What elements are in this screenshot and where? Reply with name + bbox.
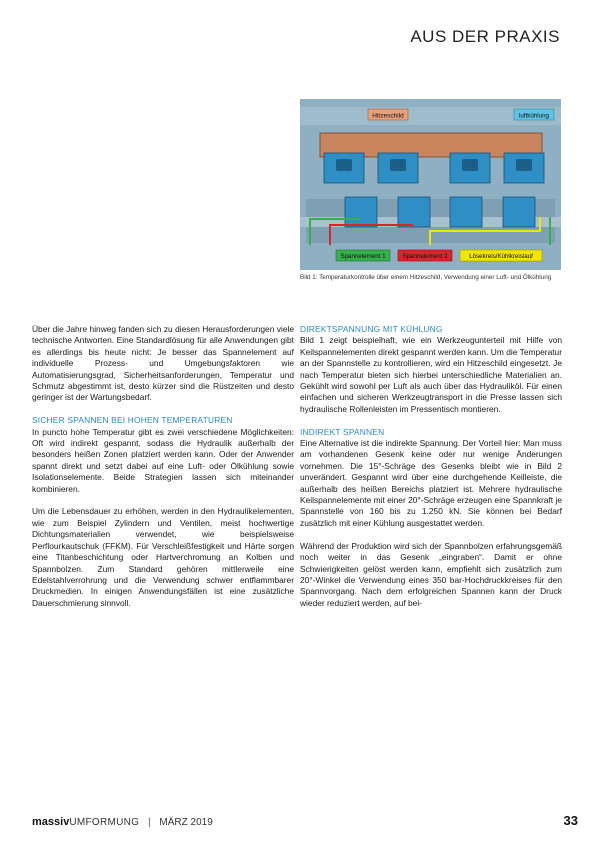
subheading: INDIREKT SPANNEN xyxy=(300,426,385,437)
paragraph: Um die Lebensdauer zu erhöhen, werden in den Hydraulikelementen, wie zum Beispiel Zylindern und Ventilen, meist hochwertige Dichtungsmaterialien verwendet, wie beispielsweise Perflourkautschuk (FFKM). Für Verschleißfestigkeit und Härte sorgen eine Titanbeschichtung oder Hartverchromung an Kolben und Spannbolzen. Zum Standard gehören mittlerweile eine Edelstahlverrohrung und die Verwendung schwer entflammbarer Druckmedien. In einigen Anwendungsfällen ist eine zusätzliche Dauerschmierung sinnvoll. xyxy=(32,506,294,608)
label-spannelement-2: Spannelement 2 xyxy=(402,253,448,260)
label-hitzeschild: Hitzeschild xyxy=(372,112,404,120)
section-title: AUS DER PRAXIS xyxy=(410,27,560,46)
paragraph: Über die Jahre hinweg fanden sich zu diesen Herausforderungen viele technische Antworten. Eine Standardlösung für alle Anwendungen gibt es allerdings bis heute nicht: Je besser das Spannelement auf individuelle Prozess- und Umgebungsfaktoren wie Automatisierungsgrad, Sicherheitsanforderungen, Temperatur und Schmutz abgestimmt ist, desto kürzer sind die Rüstzeiten und desto geringer ist der Wartungsbedarf. xyxy=(32,324,294,403)
brand-umformung: UMFORMUNG xyxy=(69,817,140,828)
label-spannelement-1: Spannelement 1 xyxy=(340,253,386,260)
figure-clamping-diagram xyxy=(300,99,561,270)
paragraph: Eine Alternative ist die indirekte Spannung. Der Vorteil hier: Man muss am vorhandenen Gesenk keine oder nur wenige Änderungen vornehmen. Die 15°-Schräge des Gesenks bleibt wie in Bild 2 unverändert. Gespannt wird über eine durchgehende Keilleiste, die außerhalb des heißen Bereichs platziert ist. Mehrere hydraulische Keilspannelemente mit einer 20°-Schräge erzeugen eine Spannkraft je Spannstelle von 160 bis zu 1.250 kN. Sie können bei Bedarf zusätzlich mit einer Kühlung ausgestattet werden. xyxy=(300,438,562,528)
footer-separator: | xyxy=(148,817,151,828)
page-number: 33 xyxy=(563,813,578,828)
footer xyxy=(32,816,213,828)
issue-date: MÄRZ 2019 xyxy=(159,817,213,828)
label-loesekreis: Lösekreis/Kühlkreislauf xyxy=(469,253,533,260)
brand-massiv: massiv xyxy=(32,816,70,828)
paragraph: Bild 1 zeigt beispielhaft, wie ein Werkzeugunterteil mit Hilfe von Keilspannelementen direkt gespannt werden kann. Um die Temperatur an der Spannstelle zu kontrollieren, wird ein Hitzeschild eingesetzt. Je nach Temperatur bieten sich hierbei unterschiedliche Materialien an. Gekühlt wird sowohl per Luft als auch über das Hydrauliköl. Für einen einfachen und sicheren Werkzeugtransport in die Presse lassen sich hydraulische Rollenleisten im Pressentisch montieren. xyxy=(300,335,562,414)
right-column xyxy=(300,324,562,609)
label-luftkuehlung: luftkühlung xyxy=(519,112,549,120)
figure-caption: Bild 1: Temperaturkontrolle über einem Hitzeschild, Verwendung einer Luft- und Ölkühlung xyxy=(300,274,552,281)
clamping-illustration xyxy=(300,99,561,270)
subheading: DIREKTSPANNUNG MIT KÜHLUNG xyxy=(300,324,443,334)
paragraph: In puncto hohe Temperatur gibt es zwei verschiedene Möglichkeiten: Oft wird indirekt gespannt, sodass die Hydraulik außerhalb der besonders heißen Zonen platziert werden kann. Oder der Anwender spannt direkt und setzt dabei auf eine Luft- oder Ölkühlung sowie Isolationselemente. Beide Strategien lassen sich miteinander kombinieren. xyxy=(32,426,294,494)
paragraph: Während der Produktion wird sich der Spannbolzen erfahrungsgemäß noch weiter in das Gesenk „eingraben“. Damit er ohne Schwierigkeiten gelöst werden kann, empfiehlt sich zusätzlich zum 20°-Winkel die Verwendung eines 350 bar-Hochdruckkreises für den Spannvorgang. Nach dem erfolgreichen Spannen kann der Druck wieder reduziert werden, auf bei- xyxy=(300,540,562,608)
left-column xyxy=(32,324,294,609)
subheading: SICHER SPANNEN BEI HOHEN TEMPERATUREN xyxy=(32,415,233,426)
